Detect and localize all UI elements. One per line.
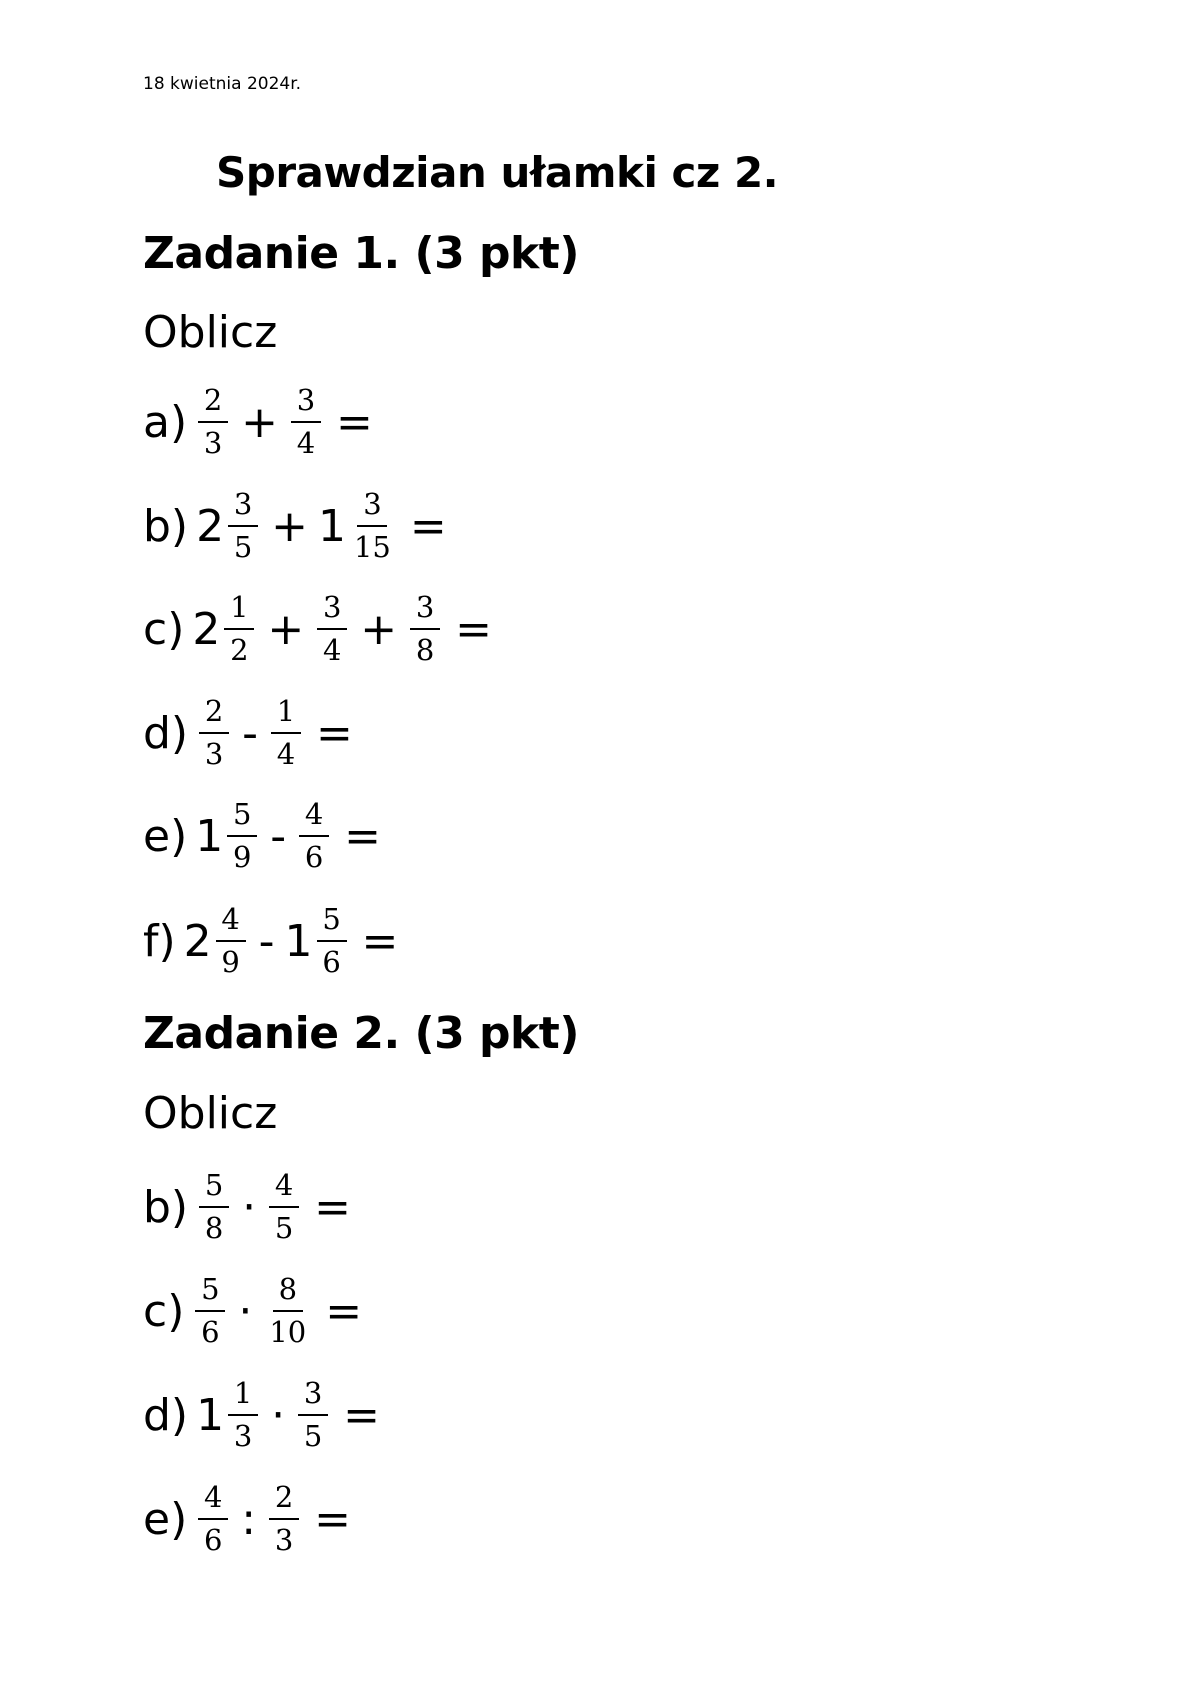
exercise-label: c) [143, 1285, 185, 1337]
equals-sign: = [343, 1389, 380, 1441]
operator: - [242, 707, 258, 759]
fraction [299, 797, 329, 874]
equals-sign: = [325, 1285, 363, 1337]
whole-number: 1 [195, 810, 224, 862]
exercise-label: e) [143, 1493, 188, 1545]
exercise-label: d) [143, 707, 189, 759]
fraction [228, 487, 258, 564]
exercise-row [143, 584, 492, 674]
fraction-denominator: 2 [230, 633, 249, 667]
operator: - [258, 915, 275, 967]
fraction-numerator: 2 [198, 386, 228, 423]
exercise-row [143, 1162, 351, 1252]
whole-number: 1 [284, 915, 313, 967]
fraction [198, 383, 228, 460]
exercise-label: c) [143, 603, 185, 655]
exercise-label: a) [143, 396, 188, 448]
equals-sign: = [455, 603, 492, 655]
fraction [195, 1272, 225, 1349]
fraction-denominator: 5 [233, 530, 253, 564]
whole-number: 1 [196, 1389, 225, 1441]
exercise-row [143, 688, 353, 778]
fraction [199, 1168, 229, 1245]
fraction-numerator: 3 [291, 386, 321, 423]
exercise-row [143, 791, 381, 881]
whole-number: 2 [192, 603, 221, 655]
equals-sign: = [344, 810, 382, 862]
fraction-numerator: 3 [298, 1379, 328, 1416]
fraction-numerator: 2 [199, 697, 229, 734]
whole-number: 2 [183, 915, 212, 967]
exercise-row [143, 1474, 351, 1564]
task1-instruction: Oblicz [143, 307, 278, 358]
fraction [265, 1272, 310, 1349]
operator: + [360, 603, 398, 655]
fraction [269, 1168, 299, 1245]
fraction [317, 902, 347, 979]
exercise-row [143, 377, 373, 467]
fraction-numerator: 1 [224, 593, 254, 630]
fraction-denominator: 6 [201, 1315, 220, 1349]
fraction [269, 1480, 299, 1557]
exercise-row [143, 1266, 362, 1356]
exercise-label: b) [143, 1181, 189, 1233]
operator: · [238, 1285, 253, 1337]
fraction [410, 590, 440, 667]
fraction [317, 590, 347, 667]
task2-heading: Zadanie 2. (3 pkt) [143, 1008, 579, 1059]
equals-sign: = [336, 396, 373, 448]
exercise-row [143, 896, 398, 986]
fraction-denominator: 3 [233, 1419, 253, 1453]
fraction [350, 487, 395, 564]
fraction-numerator: 4 [216, 905, 246, 942]
fraction-numerator: 5 [199, 1171, 229, 1208]
equals-sign: = [314, 1181, 351, 1233]
whole-number: 2 [196, 500, 225, 552]
fraction-denominator: 9 [221, 945, 240, 979]
fraction [271, 694, 301, 771]
operator: · [271, 1389, 286, 1441]
whole-number: 1 [317, 500, 346, 552]
fraction-numerator: 2 [269, 1483, 299, 1520]
task1-heading: Zadanie 1. (3 pkt) [143, 228, 579, 279]
fraction-denominator: 6 [204, 1523, 223, 1557]
exercise-label: d) [143, 1389, 189, 1441]
fraction [228, 1376, 258, 1453]
fraction-numerator: 3 [228, 490, 258, 527]
fraction-denominator: 5 [274, 1211, 294, 1245]
fraction-numerator: 3 [317, 593, 347, 630]
fraction-denominator: 4 [276, 737, 296, 771]
fraction-denominator: 3 [203, 426, 223, 460]
equals-sign: = [316, 707, 353, 759]
fraction-numerator: 5 [227, 800, 257, 837]
fraction-numerator: 5 [195, 1275, 225, 1312]
fraction-denominator: 3 [204, 737, 224, 771]
operator: · [242, 1181, 257, 1233]
fraction-denominator: 3 [274, 1523, 294, 1557]
fraction-numerator: 4 [299, 800, 329, 837]
fraction-numerator: 4 [269, 1171, 299, 1208]
operator: + [271, 500, 308, 552]
exercise-label: b) [143, 500, 189, 552]
operator: : [241, 1493, 257, 1545]
fraction-denominator: 4 [296, 426, 316, 460]
fraction [199, 694, 229, 771]
exercise-row [143, 481, 447, 571]
fraction-numerator: 1 [271, 697, 301, 734]
fraction-denominator: 4 [323, 633, 342, 667]
fraction-denominator: 9 [233, 840, 252, 874]
fraction [216, 902, 246, 979]
equals-sign: = [361, 915, 399, 967]
task2-instruction: Oblicz [143, 1088, 278, 1139]
exercise-row [143, 1370, 380, 1460]
fraction-denominator: 10 [269, 1315, 307, 1349]
date-line: 18 kwietnia 2024r. [143, 74, 302, 94]
operator: - [270, 810, 287, 862]
fraction-numerator: 3 [357, 490, 387, 527]
exercise-label: e) [143, 810, 188, 862]
page-title: Sprawdzian ułamki cz 2. [216, 148, 779, 197]
fraction [198, 1480, 228, 1557]
fraction-numerator: 1 [228, 1379, 258, 1416]
fraction-denominator: 5 [303, 1419, 323, 1453]
fraction [227, 797, 257, 874]
fraction-denominator: 8 [204, 1211, 224, 1245]
fraction-denominator: 8 [415, 633, 435, 667]
fraction [298, 1376, 328, 1453]
exercise-label: f) [143, 915, 176, 967]
fraction-denominator: 6 [304, 840, 324, 874]
operator: + [241, 396, 279, 448]
fraction-numerator: 5 [317, 905, 347, 942]
fraction [224, 590, 254, 667]
fraction-numerator: 3 [410, 593, 440, 630]
fraction-numerator: 8 [273, 1275, 303, 1312]
fraction-denominator: 6 [322, 945, 341, 979]
operator: + [267, 603, 305, 655]
equals-sign: = [409, 500, 447, 552]
fraction-numerator: 4 [198, 1483, 228, 1520]
fraction-denominator: 15 [353, 530, 391, 564]
fraction [291, 383, 321, 460]
equals-sign: = [314, 1493, 351, 1545]
